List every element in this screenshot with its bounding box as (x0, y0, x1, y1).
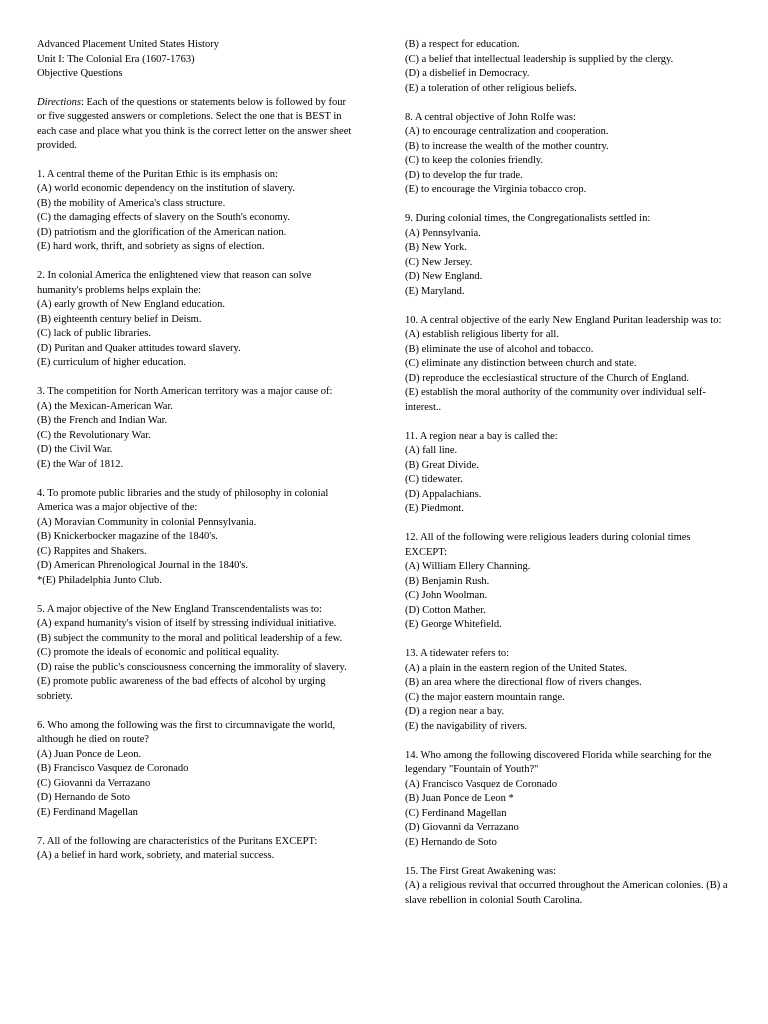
answer-option: (B) Great Divide. (405, 459, 479, 471)
right-column (405, 38, 730, 923)
answer-option: (C) the Revolutionary War. (37, 429, 151, 441)
question-stem: 7. All of the following are characteristics of the Puritans EXCEPT: (37, 835, 318, 847)
question-stem: 10. A central objective of the early New England Puritan leadership was to: (405, 314, 722, 326)
question-11 (405, 430, 730, 517)
question-stem: 1. A central theme of the Puritan Ethic is its emphasis on: (37, 168, 278, 180)
answer-option: (D) a region near a bay. (405, 706, 505, 717)
answer-option: (D) Hernando de Soto (37, 792, 131, 803)
answer-option: (A) early growth of New England education. (37, 299, 226, 310)
answer-option: (A) William Ellery Channing. (405, 561, 531, 572)
answer-option: (E) Hernando de Soto (405, 836, 497, 848)
answer-option: (B) a respect for education. (405, 39, 520, 50)
question-stem: 2. In colonial America the enlightened view that reason can solve humanity's problems helps explain the: (37, 270, 312, 296)
answer-option: (E) establish the moral authority of the community over individual self-interest.. (405, 387, 706, 413)
question-7 (37, 835, 357, 864)
answer-option: (B) Knickerbocker magazine of the 1840's. (37, 531, 218, 542)
answer-option: (B) the French and Indian War. (37, 415, 168, 426)
question-13 (405, 647, 730, 734)
course-title: Advanced Placement United States History (37, 39, 219, 50)
answer-option: (B) to increase the wealth of the mother country. (405, 140, 609, 152)
question-14 (405, 749, 730, 851)
question-8 (405, 111, 730, 198)
answer-option: (C) John Woolman. (405, 590, 488, 601)
answer-option: (B) Juan Ponce de Leon * (405, 793, 514, 804)
answer-option: (B) the mobility of America's class structure. (37, 197, 226, 209)
answer-option: (D) the Civil War. (37, 444, 113, 455)
answer-option: *(E) Philadelphia Junto Club. (37, 574, 162, 586)
answer-option: (A) world economic dependency on the institution of slavery. (37, 183, 295, 194)
answer-option: (C) Giovanni da Verrazano (37, 777, 151, 789)
section-title: Objective Questions (37, 68, 123, 79)
answer-option: (E) hard work, thrift, and sobriety as signs of election. (37, 241, 265, 252)
question-12 (405, 531, 730, 633)
answer-option: (C) the damaging effects of slavery on the South's economy. (37, 212, 290, 223)
answer-option: (E) Ferdinand Magellan (37, 806, 138, 818)
answer-option: (A) expand humanity's vision of itself by stressing individual initiative. (37, 618, 337, 629)
answer-option: (D) Appalachians. (405, 488, 482, 500)
answer-option: (A) a plain in the eastern region of the United States. (405, 662, 627, 674)
question-1 (37, 168, 357, 255)
answer-option: (B) Francisco Vasquez de Coronado (37, 763, 189, 774)
directions (37, 96, 357, 154)
answer-option: (B) eighteenth century belief in Deism. (37, 313, 202, 325)
question-2 (37, 269, 357, 371)
answer-option: (A) Moravian Community in colonial Pennsylvania. (37, 516, 257, 528)
answer-option: (B) subject the community to the moral and political leadership of a few. (37, 632, 343, 644)
question-stem: 12. All of the following were religious leaders during colonial times EXCEPT: (405, 532, 691, 558)
answer-option: (E) the War of 1812. (37, 458, 124, 470)
question-4 (37, 487, 357, 589)
answer-option: (A) the Mexican-American War. (37, 400, 173, 412)
question-3 (37, 385, 357, 472)
question-5 (37, 603, 357, 705)
question-stem: 14. Who among the following discovered Florida while searching for the legendary "Fountain of Youth?" (405, 749, 712, 775)
question-10 (405, 314, 730, 416)
answer-option: (A) establish religious liberty for all. (405, 329, 559, 340)
answer-option: (A) fall line. (405, 445, 458, 456)
answer-option: (C) Rappites and Shakers. (37, 545, 147, 557)
answer-option: (C) to keep the colonies friendly. (405, 155, 544, 166)
answer-option: (D) a disbelief in Democracy. (405, 68, 530, 79)
question-stem: 13. A tidewater refers to: (405, 648, 510, 659)
answer-option: (D) New England. (405, 271, 483, 282)
answer-option: (A) Francisco Vasquez de Coronado (405, 778, 558, 790)
answer-option: (E) to encourage the Virginia tobacco crop. (405, 184, 587, 195)
question-stem: 6. Who among the following was the first to circumnavigate the world, although he died on route? (37, 719, 336, 745)
answer-option: (D) reproduce the ecclesiastical structure of the Church of England. (405, 372, 689, 384)
question-stem: 9. During colonial times, the Congregationalists settled in: (405, 213, 651, 224)
answer-option: (E) the navigability of rivers. (405, 720, 528, 732)
answer-option: (C) New Jersey. (405, 256, 473, 268)
answer-option: (E) curriculum of higher education. (37, 357, 186, 368)
answer-option: (B) Benjamin Rush. (405, 575, 490, 587)
answer-option: (E) George Whitefield. (405, 619, 502, 630)
question-stem: 15. The First Great Awakening was: (405, 865, 557, 877)
answer-option: (C) Ferdinand Magellan (405, 807, 507, 819)
answer-option: (A) to encourage centralization and cooperation. (405, 126, 609, 137)
answer-option: (C) eliminate any distinction between church and state. (405, 358, 637, 369)
answer-option: (A) a belief in hard work, sobriety, and material success. (37, 850, 275, 861)
answer-option: (E) Maryland. (405, 285, 465, 297)
question-6 (37, 719, 357, 821)
answer-option: (D) Giovanni da Verrazano (405, 822, 519, 833)
answer-option: (D) American Phrenological Journal in the 1840's. (37, 560, 248, 571)
question-stem: 4. To promote public libraries and the study of philosophy in colonial America was a major objective of the: (37, 487, 329, 513)
question-stem: 5. A major objective of the New England Transcendentalists was to: (37, 603, 322, 615)
question-stem: 11. A region near a bay is called the: (405, 430, 558, 442)
answer-option: (B) eliminate the use of alcohol and tobacco. (405, 343, 594, 355)
answer-option: (D) patriotism and the glorification of the American nation. (37, 226, 287, 238)
answer-option: (D) raise the public's consciousness concerning the immorality of slavery. (37, 661, 347, 673)
answer-option: (D) to develop the fur trade. (405, 169, 523, 181)
question-9 (405, 212, 730, 299)
question-stem: 3. The competition for North American territory was a major cause of: (37, 386, 333, 397)
left-column (37, 38, 357, 878)
answer-option: (E) Piedmont. (405, 503, 464, 514)
answer-option: (C) tidewater. (405, 474, 463, 485)
answer-option: (A) Juan Ponce de Leon. (37, 748, 142, 760)
question-15 (405, 865, 730, 909)
answer-option: (D) Puritan and Quaker attitudes toward slavery. (37, 342, 241, 354)
directions-label: Directions (37, 96, 81, 108)
answer-option: (D) Cotton Mather. (405, 604, 486, 616)
answer-option: (E) promote public awareness of the bad effects of alcohol by urging sobriety. (37, 676, 326, 702)
answer-option: (A) Pennsylvania. (405, 227, 481, 239)
unit-title: Unit I: The Colonial Era (1607-1763) (37, 53, 195, 65)
answer-option: (C) the major eastern mountain range. (405, 691, 565, 703)
answer-option: (E) a toleration of other religious beliefs. (405, 82, 577, 94)
answer-option: (A) a religious revival that occurred throughout the American colonies. (B) a slave rebellion in colonial South Carolina. (405, 880, 728, 906)
question-7-continued (405, 38, 730, 96)
answer-option: (B) New York. (405, 242, 467, 253)
directions-text: : Each of the questions or statements below is followed by four or five suggested answers or completions. Select the one that is BEST in each case and place what you think is the correct letter on the answer sheet provided. (37, 96, 352, 151)
question-stem: 8. A central objective of John Rolfe was: (405, 111, 576, 123)
answer-option: (C) a belief that intellectual leadership is supplied by the clergy. (405, 53, 674, 65)
answer-option: (C) lack of public libraries. (37, 328, 152, 339)
answer-option: (B) an area where the directional flow of rivers changes. (405, 677, 642, 688)
answer-option: (C) promote the ideals of economic and political equality. (37, 647, 280, 658)
